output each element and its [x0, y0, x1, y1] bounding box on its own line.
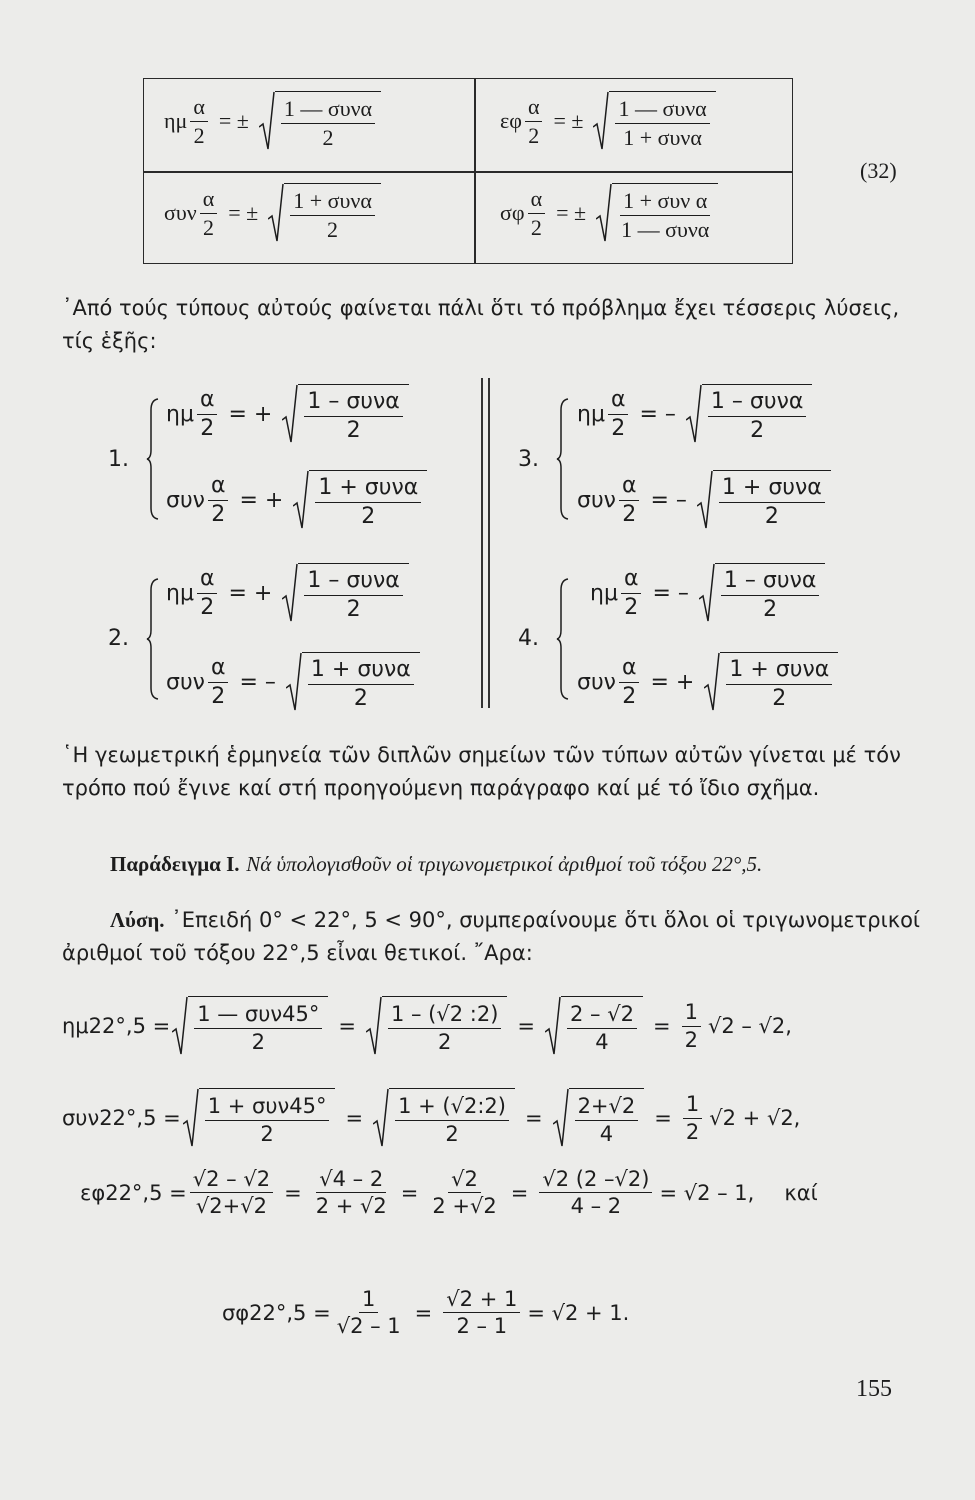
equals: = [524, 1106, 543, 1130]
formula-sin-half [164, 91, 383, 151]
intro-paragraph: ᾿Από τούς τύπους αὐτούς φαίνεται πάλι ὅτι τό πρόβλημα ἔχει τέσσερις λύσεις, τίς ἑξῆς: [62, 296, 900, 353]
formula-table [143, 78, 793, 264]
system-2-line-1 [166, 563, 411, 623]
table-divider [144, 171, 792, 173]
numerator: 1 + (√2:2) [395, 1095, 509, 1120]
denominator: 2 [211, 501, 226, 527]
radical [593, 91, 715, 151]
numerator: 1 – συνα [721, 569, 819, 595]
fn: συν [577, 487, 616, 513]
denominator: 2 [200, 415, 215, 441]
denominator: 4 – 2 [570, 1194, 622, 1219]
radical [686, 384, 812, 444]
denominator: 4 [595, 1029, 609, 1054]
radical [697, 470, 831, 530]
system-2-line-2 [166, 652, 422, 712]
numerator: √2 [448, 1168, 481, 1193]
solution-label: Λύση. [110, 908, 165, 932]
numerator: 1 + συν45° [205, 1095, 330, 1120]
lhs: ημ22°,5 = [62, 1014, 171, 1038]
sign: = + [228, 580, 273, 606]
sign: = + [650, 669, 695, 695]
fn: ημ [166, 580, 194, 606]
formula-cos-half [164, 183, 383, 243]
numerator: α [619, 656, 640, 682]
numerator: 1 + συνα [726, 658, 832, 684]
denominator: 2 [611, 415, 626, 441]
fn: συν [577, 669, 616, 695]
equals: = [284, 1180, 302, 1205]
numerator: √2 – √2 [190, 1168, 273, 1193]
numerator: α [208, 474, 229, 500]
denominator: 2 [684, 1027, 698, 1052]
denominator: 2 [346, 417, 361, 443]
denominator: 2 – 1 [456, 1314, 508, 1339]
solution-paragraph [62, 904, 922, 970]
solution-text: ᾿Επειδή 0° < 22°, 5 < 90°, συμπεραίνουμε ὅτι ὅλοι οἱ τριγωνομετρικοί ἀριθμοί τοῦ τόξου 22°,5 εἶναι θετικοί. ῎Αρα: [62, 908, 921, 965]
denominator: 2 [322, 124, 334, 150]
system-label: 3. [518, 447, 539, 472]
numerator: 1 – (√2 :2) [388, 1003, 501, 1028]
system-1-line-1 [166, 384, 411, 444]
radical [183, 1088, 336, 1148]
sign: = ± [553, 108, 584, 133]
calc-tan [80, 1168, 818, 1217]
denominator: 2 [750, 417, 765, 443]
denominator: 2 [251, 1029, 265, 1054]
numerator: 1 [359, 1288, 378, 1313]
sign: = – [239, 669, 276, 695]
page-number: 155 [856, 1376, 892, 1402]
radical [366, 996, 507, 1056]
conjunction: καί [784, 1180, 818, 1205]
numerator: 1 — συνα [281, 97, 375, 123]
lhs: εφ22°,5 = [80, 1180, 187, 1205]
fn: ημ [166, 401, 194, 427]
sign: = – [639, 401, 676, 427]
denominator: 4 [599, 1121, 614, 1146]
denominator: 2 [764, 503, 779, 529]
denominator: 2 [624, 594, 639, 620]
numerator: α [525, 95, 543, 121]
denominator: 2 [353, 685, 368, 711]
fn: ημ [577, 401, 605, 427]
numerator: 1 – συνα [304, 390, 402, 416]
equals: = [652, 1014, 671, 1038]
denominator: 2 [327, 216, 339, 242]
radical [373, 1088, 515, 1148]
system-1-line-2 [166, 470, 429, 530]
formula-tan-half [500, 91, 718, 151]
example-label: Παράδειγμα Ι. [110, 852, 240, 876]
calc-cos [62, 1088, 800, 1148]
equals: = [414, 1300, 433, 1325]
denominator: √2 – 1 [336, 1314, 401, 1339]
radical [259, 91, 381, 151]
numerator: 1 + συνα [315, 476, 421, 502]
numerator: α [621, 567, 642, 593]
column-divider [481, 378, 483, 708]
left-brace-icon [146, 578, 160, 700]
numerator: 1 — συν45° [194, 1003, 322, 1028]
result: = √2 – 1, [659, 1180, 755, 1205]
numerator: α [619, 474, 640, 500]
system-3-line-2 [577, 470, 833, 530]
numerator: α [608, 388, 629, 414]
numerator: 1 + συνα [290, 189, 375, 215]
denominator: 2 [193, 122, 205, 148]
column-divider [488, 378, 490, 708]
numerator: 1 [683, 1093, 702, 1118]
geometric-paragraph: ῾Η γεωμετρική ἑρμηνεία τῶν διπλῶν σημείων τῶν τύπων αὐτῶν γίνεται μέ τόν τρόπο πού ἔγινε καί στή προηγούμενη παράγραφο καί μέ τό ἴδιο σχῆμα. [62, 743, 901, 800]
numerator: √4 – 2 [316, 1168, 386, 1193]
denominator: 1 + συνα [623, 124, 702, 150]
denominator: √2+√2 [195, 1194, 267, 1219]
lhs: σφ22°,5 = [222, 1300, 331, 1325]
left-brace-icon [556, 398, 570, 520]
numerator: 1 + συν α [620, 189, 710, 215]
radical [699, 563, 825, 623]
left-brace-icon [556, 578, 570, 700]
denominator: 2 [530, 214, 542, 240]
sign: = + [239, 487, 284, 513]
denominator: 2 +√2 [432, 1194, 497, 1219]
numerator: α [190, 95, 208, 121]
result: = √2 + 1. [527, 1300, 630, 1325]
numerator: α [197, 388, 218, 414]
left-brace-icon [146, 398, 160, 520]
fn: ημ [164, 108, 188, 133]
equals: = [517, 1014, 535, 1038]
denominator: 2 + √2 [315, 1194, 387, 1219]
sign: = – [652, 580, 689, 606]
denominator: 2 [211, 683, 226, 709]
equals: = [338, 1014, 356, 1038]
sign: = ± [218, 108, 249, 133]
numerator: √2 + 1 [443, 1288, 520, 1313]
numerator: √2 (2 –√2) [539, 1168, 652, 1193]
system-4-line-2 [577, 652, 840, 712]
numerator: 1 — συνα [615, 97, 709, 123]
calc-cot [222, 1288, 629, 1337]
formula-cot-half [500, 183, 720, 243]
denominator: 2 [361, 503, 376, 529]
example-heading [110, 852, 930, 877]
denominator: 2 [528, 122, 540, 148]
radical [282, 563, 408, 623]
numerator: α [528, 187, 546, 213]
denominator: 2 [622, 501, 637, 527]
denominator: 2 [685, 1119, 700, 1144]
radical [172, 996, 328, 1056]
sign: = ± [228, 200, 259, 225]
denominator: 2 [445, 1121, 459, 1146]
numerator: 1 – συνα [708, 390, 806, 416]
equation-number: (32) [860, 158, 897, 183]
denominator: 2 [763, 596, 778, 622]
radical [596, 183, 718, 243]
numerator: 2 – √2 [567, 1003, 637, 1028]
fn: συν [166, 669, 205, 695]
numerator: 1 + συνα [308, 658, 414, 684]
denominator: 2 [202, 214, 214, 240]
system-3-line-1 [577, 384, 814, 444]
numerator: 2+√2 [575, 1095, 639, 1120]
numerator: α [200, 187, 218, 213]
fn: σφ [500, 200, 525, 225]
denominator: 2 [437, 1029, 452, 1054]
radical [268, 183, 381, 243]
fn: εφ [500, 108, 522, 133]
radical [286, 652, 420, 712]
fn: συν [166, 487, 205, 513]
calc-sin [62, 996, 792, 1056]
system-label: 4. [518, 626, 539, 651]
system-label: 1. [108, 447, 129, 472]
denominator: 2 [260, 1121, 274, 1146]
numerator: α [197, 567, 218, 593]
result: √2 – √2, [707, 1014, 792, 1038]
denominator: 2 [346, 596, 361, 622]
denominator: 2 [772, 685, 787, 711]
equals: = [510, 1180, 529, 1205]
equals: = [654, 1106, 672, 1130]
denominator: 1 — συνα [621, 216, 710, 242]
lhs: συν22°,5 = [62, 1106, 181, 1130]
equals: = [345, 1106, 364, 1130]
numerator: 1 + συνα [719, 476, 825, 502]
radical [293, 470, 427, 530]
result: √2 + √2, [709, 1106, 801, 1130]
radical [704, 652, 838, 712]
numerator: 1 – συνα [304, 569, 402, 595]
sign: = – [650, 487, 687, 513]
numerator: α [208, 656, 229, 682]
radical [545, 996, 643, 1056]
radical [553, 1088, 645, 1148]
sign: = + [228, 401, 273, 427]
denominator: 2 [622, 683, 637, 709]
fn: συν [164, 200, 197, 225]
system-4-line-1 [590, 563, 827, 623]
equals: = [400, 1180, 419, 1205]
example-statement: Νά ὑπολογισθοῦν οἱ τριγωνομετρικοί ἀριθμοί τοῦ τόξου 22°,5. [246, 852, 763, 876]
sign: = ± [556, 200, 587, 225]
numerator: 1 [682, 1001, 701, 1026]
fn: ημ [590, 580, 618, 606]
denominator: 2 [200, 594, 215, 620]
system-label: 2. [108, 626, 129, 651]
radical [282, 384, 408, 444]
